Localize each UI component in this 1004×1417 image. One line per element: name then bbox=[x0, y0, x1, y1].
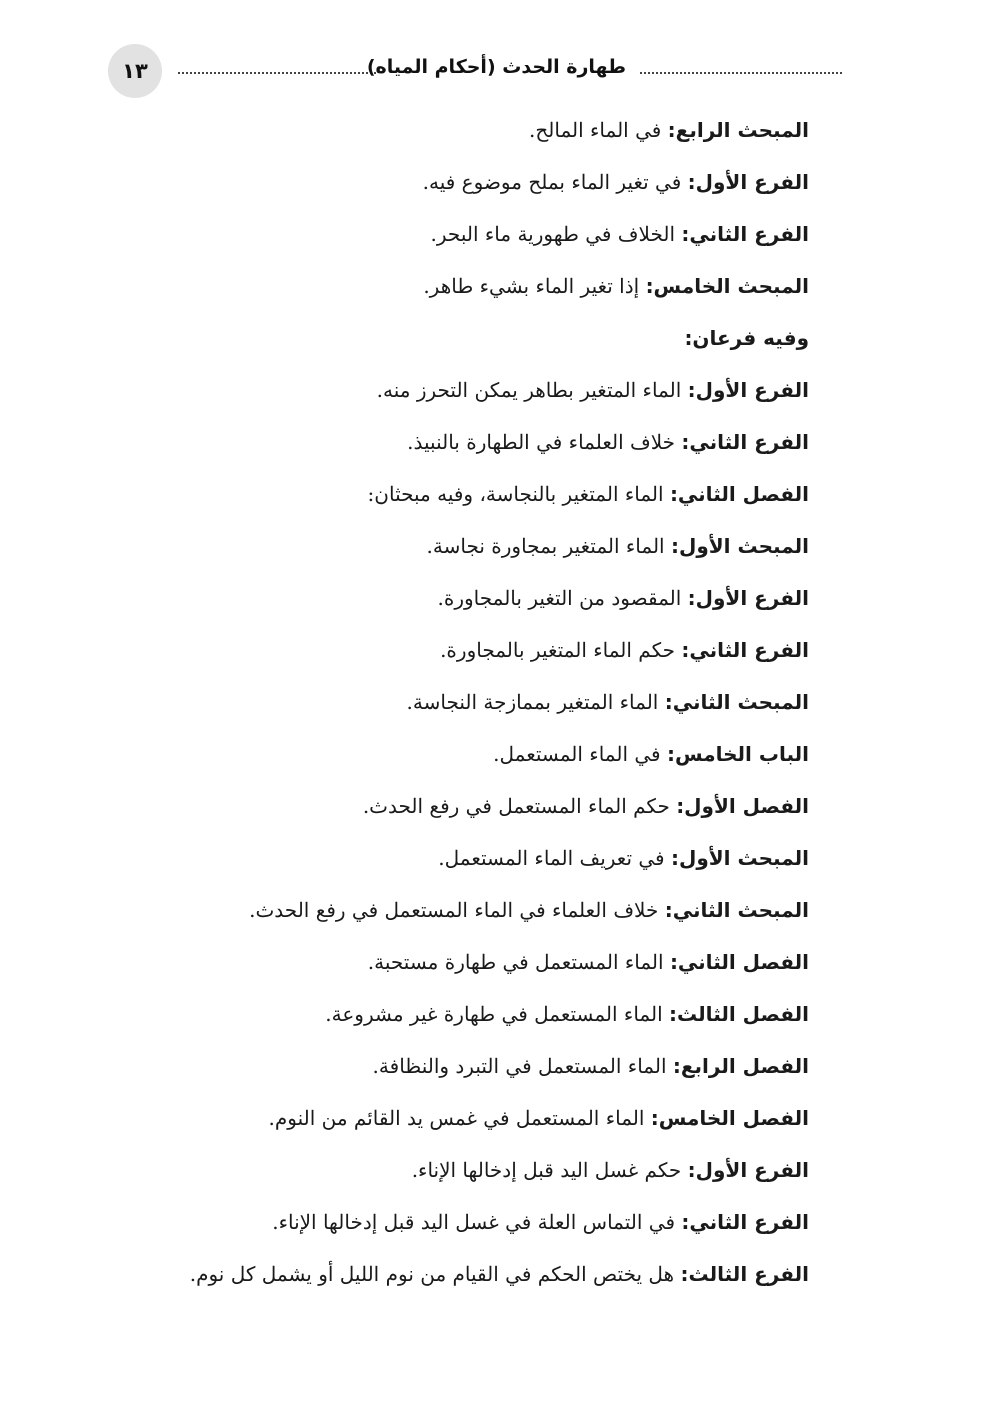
contents-line bbox=[149, 576, 809, 628]
line-label: الفصل الخامس: bbox=[650, 1106, 809, 1130]
line-text: في الماء المستعمل. bbox=[493, 742, 667, 766]
contents-list bbox=[149, 108, 809, 1304]
line-text: الماء المستعمل في طهارة مستحبة. bbox=[367, 950, 670, 974]
line-label: الفصل الثاني: bbox=[669, 482, 809, 506]
line-label: المبحث الرابع: bbox=[667, 118, 809, 142]
running-title: طهارة الحدث (أحكام المياه) bbox=[366, 56, 626, 78]
contents-line bbox=[149, 264, 809, 316]
line-text: الماء المتغير بمجاورة نجاسة. bbox=[426, 534, 671, 558]
line-label: المبحث الأول: bbox=[670, 534, 809, 558]
line-label: المبحث الثاني: bbox=[664, 898, 809, 922]
contents-line bbox=[149, 1096, 809, 1148]
contents-line bbox=[149, 472, 809, 524]
line-text: إذا تغير الماء بشيء طاهر. bbox=[423, 274, 646, 298]
contents-line bbox=[149, 160, 809, 212]
line-label: الفصل الثالث: bbox=[669, 1002, 809, 1026]
contents-line bbox=[149, 212, 809, 264]
line-label: الباب الخامس: bbox=[666, 742, 809, 766]
line-label: المبحث الخامس: bbox=[645, 274, 809, 298]
line-text: الماء المستعمل في غمس يد القائم من النوم. bbox=[268, 1106, 651, 1130]
line-text: المقصود من التغير بالمجاورة. bbox=[437, 586, 688, 610]
line-label: الفرع الأول: bbox=[687, 378, 809, 402]
line-label: وفيه فرعان: bbox=[684, 326, 809, 350]
line-text: الماء المستعمل في التبرد والنظافة. bbox=[372, 1054, 673, 1078]
contents-line bbox=[149, 420, 809, 472]
line-text: خلاف العلماء في الطهارة بالنبيذ. bbox=[407, 430, 682, 454]
contents-line bbox=[149, 316, 809, 368]
line-text: الماء المتغير بممازجة النجاسة. bbox=[406, 690, 665, 714]
line-label: الفصل الرابع: bbox=[672, 1054, 809, 1078]
contents-line bbox=[149, 784, 809, 836]
line-label: الفرع الثاني: bbox=[681, 430, 809, 454]
header-dotted-rule-right bbox=[640, 72, 842, 74]
line-text: في تغير الماء بملح موضوع فيه. bbox=[422, 170, 688, 194]
line-text: هل يختص الحكم في القيام من نوم الليل أو يشمل كل نوم. bbox=[189, 1262, 681, 1286]
line-text: حكم غسل اليد قبل إدخالها الإناء. bbox=[411, 1158, 688, 1182]
contents-line bbox=[149, 888, 809, 940]
contents-line bbox=[149, 1044, 809, 1096]
line-label: الفصل الأول: bbox=[676, 794, 809, 818]
line-label: الفرع الثاني: bbox=[681, 222, 809, 246]
contents-line bbox=[149, 108, 809, 160]
contents-line bbox=[149, 1252, 809, 1304]
contents-line bbox=[149, 836, 809, 888]
contents-line bbox=[149, 732, 809, 784]
line-text: حكم الماء المتغير بالمجاورة. bbox=[440, 638, 682, 662]
line-text: الخلاف في طهورية ماء البحر. bbox=[430, 222, 682, 246]
contents-line bbox=[149, 992, 809, 1044]
line-label: الفرع الأول: bbox=[687, 586, 809, 610]
contents-line bbox=[149, 940, 809, 992]
line-label: الفرع الأول: bbox=[687, 1158, 809, 1182]
line-label: الفرع الأول: bbox=[687, 170, 809, 194]
contents-line bbox=[149, 524, 809, 576]
contents-line bbox=[149, 1148, 809, 1200]
line-text: في تعريف الماء المستعمل. bbox=[438, 846, 671, 870]
contents-line bbox=[149, 1200, 809, 1252]
header-dotted-rule-left bbox=[178, 72, 376, 74]
contents-line bbox=[149, 368, 809, 420]
line-label: الفرع الثاني: bbox=[681, 638, 809, 662]
line-label: المبحث الثاني: bbox=[664, 690, 809, 714]
line-text: حكم الماء المستعمل في رفع الحدث. bbox=[362, 794, 677, 818]
contents-line bbox=[149, 628, 809, 680]
line-text: خلاف العلماء في الماء المستعمل في رفع الحدث. bbox=[249, 898, 665, 922]
line-text: في الماء المالح. bbox=[528, 118, 668, 142]
line-label: المبحث الأول: bbox=[670, 846, 809, 870]
contents-line bbox=[149, 680, 809, 732]
line-label: الفرع الثالث: bbox=[680, 1262, 809, 1286]
line-text: في التماس العلة في غسل اليد قبل إدخالها الإناء. bbox=[272, 1210, 682, 1234]
line-text: الماء المستعمل في طهارة غير مشروعة. bbox=[325, 1002, 669, 1026]
line-label: الفصل الثاني: bbox=[669, 950, 809, 974]
line-text: الماء المتغير بالنجاسة، وفيه مبحثان: bbox=[367, 482, 670, 506]
line-label: الفرع الثاني: bbox=[681, 1210, 809, 1234]
line-text: الماء المتغير بطاهر يمكن التحرز منه. bbox=[376, 378, 688, 402]
page-number: ١٣ bbox=[108, 44, 162, 98]
